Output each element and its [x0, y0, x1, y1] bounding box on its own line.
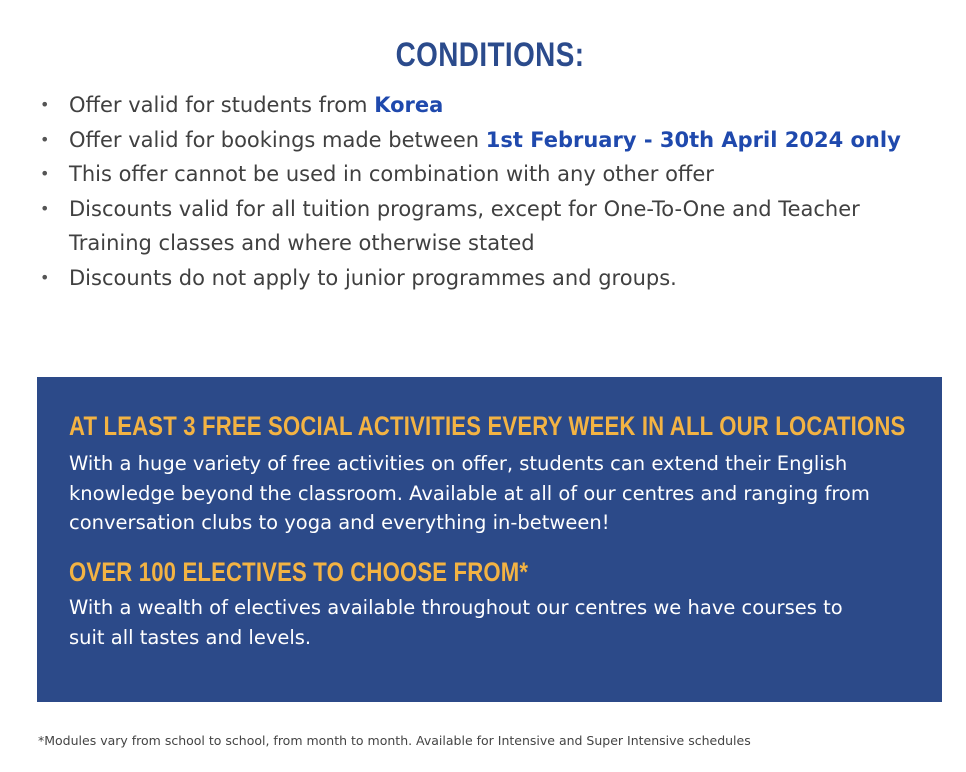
- condition-highlight: 1st February - 30th April 2024 only: [485, 127, 901, 152]
- bullet-icon: •: [40, 164, 50, 183]
- condition-item: [38, 192, 938, 261]
- condition-item: [38, 157, 938, 192]
- condition-text: Offer valid for bookings made between: [69, 127, 486, 152]
- description-line: With a wealth of electives available throughout our centres we have courses to: [69, 596, 843, 619]
- condition-text: Discounts do not apply to junior programmes and groups.: [69, 265, 677, 290]
- activities-description: [69, 449, 939, 538]
- description-line: suit all tastes and levels.: [69, 625, 312, 649]
- bullet-icon: •: [40, 129, 50, 149]
- description-line: knowledge beyond the classroom. Available at all of our centres and ranging from: [69, 481, 870, 505]
- condition-text: This offer cannot be used in combination with any other offer: [69, 162, 714, 186]
- bullet-icon: •: [40, 198, 50, 218]
- conditions-title: CONDITIONS:: [395, 36, 585, 74]
- electives-description: [69, 593, 939, 652]
- condition-text-line: Discounts valid for all tuition programs, except for One-To-One and Teacher: [69, 196, 860, 221]
- conditions-list: [38, 88, 938, 295]
- activities-heading: AT LEAST 3 FREE SOCIAL ACTIVITIES EVERY WEEK IN ALL OUR LOCATIONS: [69, 411, 906, 441]
- condition-item: [38, 88, 938, 123]
- footnote: *Modules vary from school to school, from month to month. Available for Intensive and Super Intensive schedules: [38, 733, 751, 748]
- condition-text-line: Training classes and where otherwise stated: [69, 231, 535, 255]
- condition-highlight: Korea: [374, 93, 444, 117]
- condition-text: Offer valid for students from: [69, 93, 375, 117]
- bullet-icon: •: [40, 95, 50, 114]
- description-line: conversation clubs to yoga and everything in-between!: [69, 511, 610, 534]
- condition-item: [38, 261, 938, 296]
- electives-heading: OVER 100 ELECTIVES TO CHOOSE FROM*: [69, 557, 529, 587]
- benefits-panel: [37, 377, 942, 702]
- condition-item: [38, 123, 938, 158]
- description-line: With a huge variety of free activities on offer, students can extend their English: [69, 452, 848, 475]
- bullet-icon: •: [40, 267, 50, 287]
